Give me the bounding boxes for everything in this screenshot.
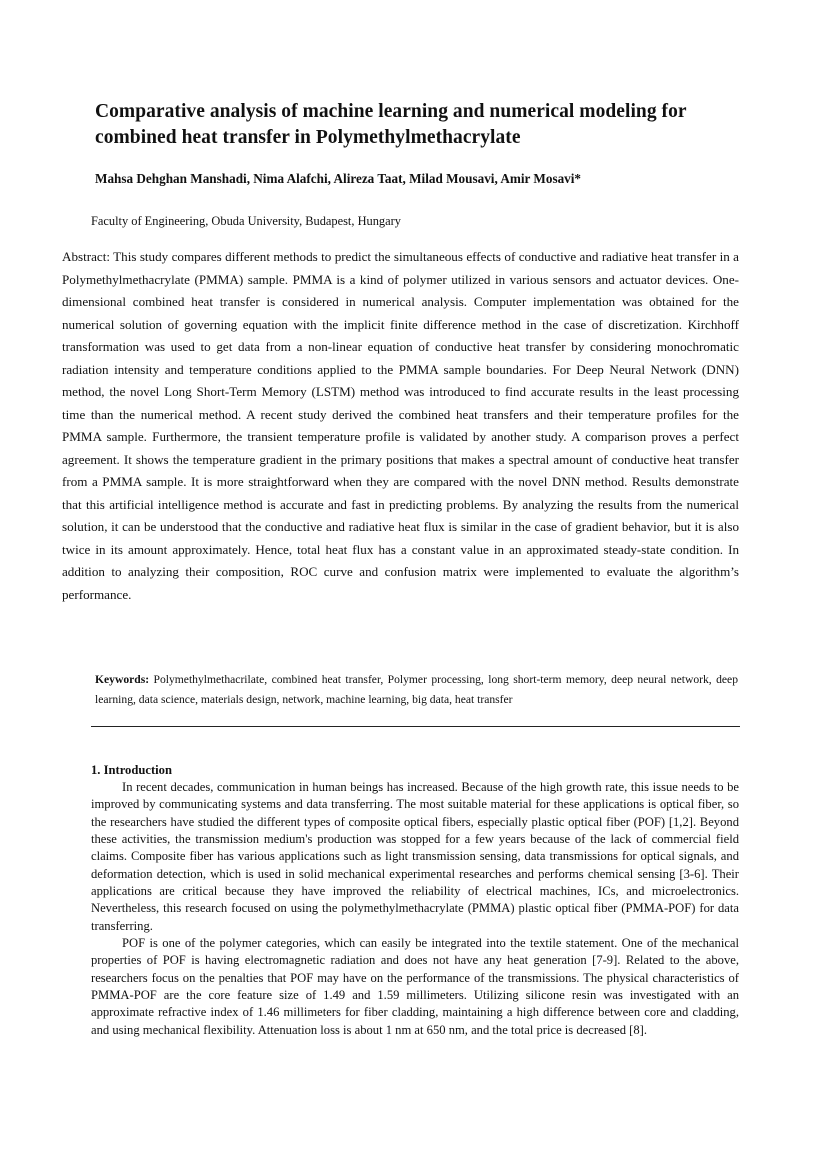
abstract: Abstract: This study compares different methods to predict the simultaneous effects of conductive and radiative heat transfer in a Polymethylmethacrylate (PMMA) sample. PMMA is a kind of polymer utilized in various sensors and actuator devices. One-dimensional combined heat transfer is considered in numerical analysis. Computer implementation was obtained for the numerical solution of governing equation with the implicit finite difference method in the case of discretization. Kirchhoff transformation was used to get data from a non-linear equation of conductive heat transfer by considering monochromatic radiation intensity and temperature conditions applied to the PMMA sample boundaries. For Deep Neural Network (DNN) method, the novel Long Short-Term Memory (LSTM) method was introduced to find accurate results in the least processing time than the numerical method. A recent study derived the combined heat transfers and their temperature profiles for the PMMA sample. Furthermore, the transient temperature profile is validated by another study. A comparison proves a perfect agreement. It shows the temperature gradient in the primary positions that makes a spectral amount of conductive heat transfer from a PMMA sample. It is more straightforward when they are compared with the novel DNN method. Results demonstrate that this artificial intelligence method is accurate and fast in predicting problems. By analyzing the results from the numerical solution, it can be understood that the conductive and radiative heat flux is similar in the case of gradient behavior, but it is also twice in its amount approximately. Hence, total heat flux has a constant value in an approximated steady-state condition. In addition to analyzing their composition, ROC curve and confusion matrix were implemented to evaluate the algorithm’s performance.: [62, 249, 739, 602]
section-divider: [91, 726, 740, 727]
introduction-paragraph: In recent decades, communication in human beings has increased. Because of the high growth rate, this issue needs to be improved by communicating systems and data transferring. The most suitable material for these applications is optical fiber, so the researchers have studied the different types of composite optical fibers, especially plastic optical fiber (POF) [1,2]. Beyond these activities, the transmission medium's production was stopped for a few years because of the lack of commercial field claims. Composite fiber has various applications such as light transmission sensing, data transmissions for optical signals, and deformation detection, which is used in solid mechanical experimental researches and performs chemical sensing [3-6]. Their applications are critical because they have improved the reliability of electrical machines, ICs, and microelectronics. Nevertheless, this research focused on using the polymethylmethacrylate (PMMA) plastic optical fiber (PMMA-POF) for data transferring.: [91, 780, 739, 933]
keywords-label: Keywords:: [95, 673, 150, 686]
introduction-heading: 1. Introduction: [91, 763, 172, 777]
keywords-text: Polymethylmethacrilate, combined heat transfer, Polymer processing, long short-term memory, deep neural network, deep learning, data science, materials design, network, machine learning, big data, heat transfer: [95, 673, 738, 706]
introduction-paragraph: POF is one of the polymer categories, which can easily be integrated into the textile statement. One of the mechanical properties of POF is having electromagnetic radiation and does not have any heat generation [7-9]. Related to the above, researchers focus on the penalties that POF may have on the performance of the transmissions. The physical characteristics of PMMA-POF are the core feature size of 1.49 and 1.59 millimeters. Utilizing silicone resin was investigated with an approximate refractive index of 1.46 millimeters for fiber cladding, maintaining a high difference between core and cladding, and using mechanical flexibility. Attenuation loss is about 1 nm at 650 nm, and the total price is decreased [8].: [91, 936, 739, 1037]
paper-title: Comparative analysis of machine learning and numerical modeling for combined heat transfer in Polymethylmethacrylate: [95, 101, 687, 148]
introduction-body: [91, 779, 739, 1039]
affiliation: Faculty of Engineering, Obuda University, Budapest, Hungary: [91, 214, 401, 228]
keywords: [95, 670, 738, 710]
author-list: Mahsa Dehghan Manshadi, Nima Alafchi, Alireza Taat, Milad Mousavi, Amir Mosavi*: [95, 171, 582, 186]
